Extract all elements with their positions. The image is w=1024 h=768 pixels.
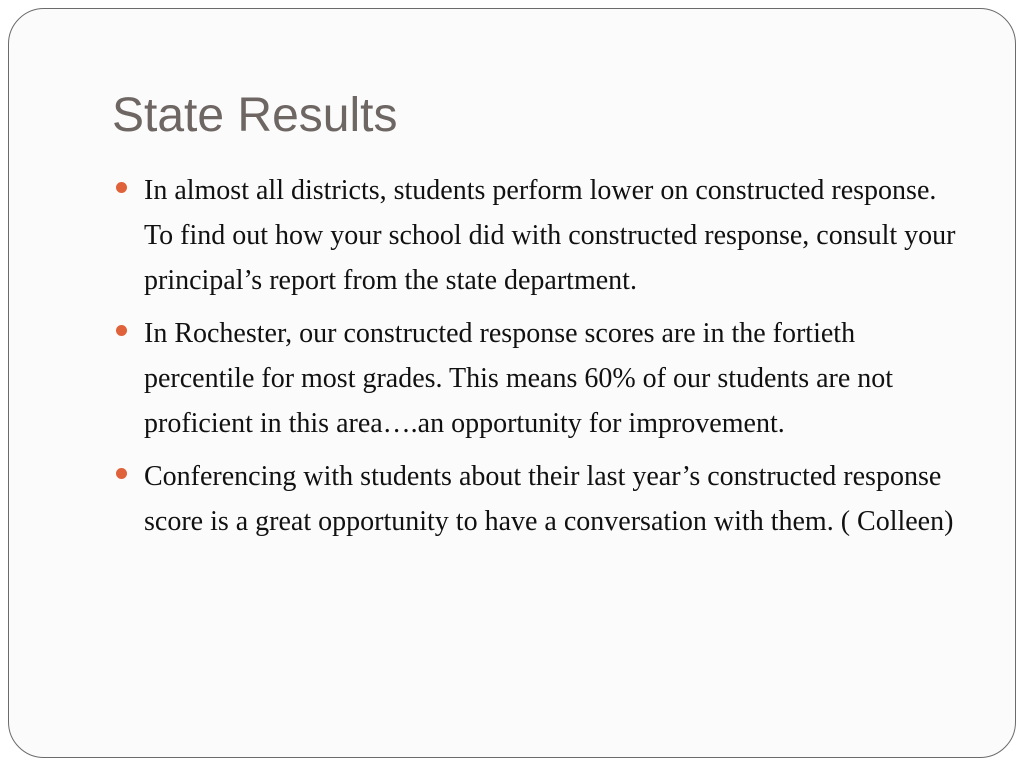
bullet-item xyxy=(116,454,966,544)
slide-title: State Results xyxy=(112,89,398,142)
bullet-item xyxy=(116,168,966,303)
bullet-text: Conferencing with students about their last year’s constructed response score is a great opportunity to have a conversation with them. ( Colleen) xyxy=(144,461,954,537)
bullet-dot-icon xyxy=(116,325,127,336)
bullet-text: In Rochester, our constructed response scores are in the fortieth percentile for most grades. This means 60% of our students are not proficient in this area….an opportunity for improvement. xyxy=(144,318,894,439)
bullet-text: In almost all districts, students perform lower on constructed response. To find out how your school did with constructed response, consult your principal’s report from the state department. xyxy=(144,175,956,296)
bullet-dot-icon xyxy=(116,468,127,479)
bullet-item xyxy=(116,311,966,446)
bullet-dot-icon xyxy=(116,182,127,193)
bullet-list xyxy=(116,168,966,552)
